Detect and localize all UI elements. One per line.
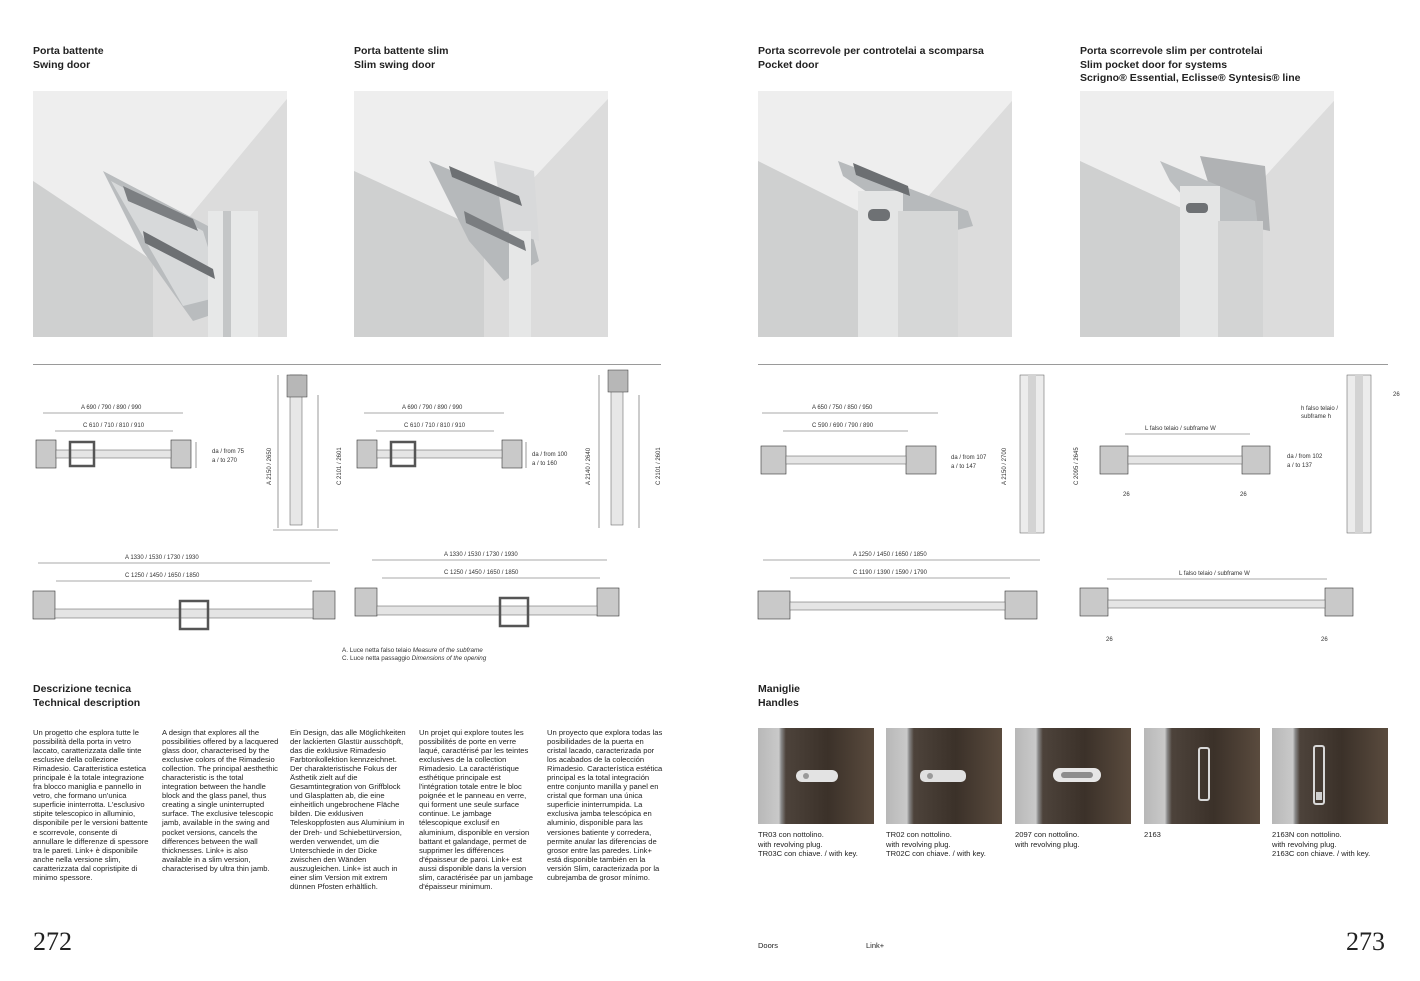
- dim-c: C 610 / 710 / 810 / 910: [83, 423, 145, 429]
- dim-h-line2: subframe h: [1301, 414, 1332, 420]
- description-german: Ein Design, das alle Möglichkeiten der lackierten Glastür ausschöpft, das die exklusive Rimadesio Farbtonkollektion kennzeichnet. Der charakteristische Fokus der Ästhetik zielt auf die Gesamtintegration von Griffblock und Glasplatten ab, die eine einheitlich ungebrochene Fläche bilden. Die exklusiven Teleskoppfosten aus Aluminium in der Dreh- und Schiebetürversion, werden verwendet, um die Unterschiede in der Dicke zwischen den Wänden auszugleichen. Link+ ist auch in einer slim Version mit extrem dünnen Pfosten erhältlich.: [290, 728, 406, 891]
- dim-da-to: a / to 147: [951, 464, 977, 470]
- dim-wide-a: A 1330 / 1530 / 1730 / 1930: [444, 552, 518, 558]
- dim-da-to: a / to 160: [532, 461, 558, 467]
- title-en: Swing door: [33, 58, 91, 71]
- dim-c: C 610 / 710 / 810 / 910: [404, 423, 466, 429]
- pocket-door-technical-drawing: [758, 370, 1080, 540]
- product-title-slim-pocket-door: Porta scorrevole slim per controtelai Slim pocket door for systems Scrigno® Essential, Eclisse® Syntesis® line: [1080, 45, 1301, 84]
- dim-vertical-c: C 2095 / 2645: [1074, 447, 1080, 485]
- slim-pocket-door-jamb-photo: [1080, 91, 1334, 337]
- slim-pocket-door-double-drawing: [1077, 566, 1377, 646]
- dim-da-from: da / from 107: [951, 455, 987, 461]
- dim-a: A 690 / 790 / 890 / 990: [81, 405, 142, 411]
- handle-caption-tr02: TR02 con nottolino. with revolving plug. TR02C con chiave. / with key.: [886, 830, 986, 858]
- dim-da-from: da / from 100: [532, 452, 568, 458]
- footer-product: Link+: [866, 941, 885, 950]
- technical-description-heading: Descrizione tecnica Technical description: [33, 683, 141, 709]
- footer-section: Doors: [758, 941, 779, 950]
- handle-2097-photo: [1015, 728, 1131, 824]
- slim-pocket-door-technical-drawing: [1080, 370, 1405, 540]
- page-number-right: 273: [1346, 927, 1385, 956]
- dim-da-to: a / to 137: [1287, 463, 1313, 469]
- dim-vertical-c: C 2101 / 2601: [337, 447, 343, 485]
- dim-vertical-c: C 2101 / 2601: [656, 447, 662, 485]
- dim-26-left: 26: [1106, 637, 1113, 643]
- dim-a: A 650 / 750 / 850 / 950: [812, 405, 873, 411]
- dimension-legend: [342, 647, 486, 663]
- dim-wide-c: C 1250 / 1450 / 1650 / 1850: [125, 573, 200, 579]
- dim-26-top: 26: [1393, 392, 1400, 398]
- dim-da-from: da / from 102: [1287, 454, 1323, 460]
- swing-door-double-drawing: [30, 545, 345, 640]
- description-french: Un projet qui explore toutes les possibilités de porte en verre laqué, caractérisé par les teintes exclusives de la collection Rimadesio. La caractéristique esthétique principale est l'intégration totale entre le bloc poignée et le panneau en verre, qui forment une seule surface continue. Le jambage télescopique exclusif en aluminium, disponible en version battant et galandage, permet de supprimer les différences d'épaisseur de paroi. Link+ est aussi disponible dans la version slim, caractérisée par un jambage d'épaisseur minimum.: [419, 728, 533, 891]
- product-title-slim-swing-door: [354, 45, 449, 72]
- dim-vertical-a: A 2150 / 2650: [267, 447, 273, 485]
- section-divider-right: [758, 364, 1388, 365]
- dim-vertical-a: A 2150 / 2700: [1002, 447, 1008, 485]
- swing-door-technical-drawing: [33, 370, 343, 540]
- handle-2163n-photo: [1272, 728, 1388, 824]
- product-title-swing-door: [33, 45, 104, 72]
- swing-door-jamb-photo: [33, 91, 287, 337]
- section-divider: [33, 364, 661, 365]
- dim-da-to: a / to 270: [212, 458, 238, 464]
- description-italian: Un progetto che esplora tutte le possibilità della porta in vetro laccato, caratterizzata dalle tinte esclusive della collezione Rimadesio. Caratteristica estetica principale è la totale integrazione fra blocco maniglia e pannello in vetro, che formano un'unica superficie ininterrotta. L'esclusivo stipite telescopico in alluminio, disponibile per le versioni battente e scorrevole, consente di annullare le differenze di spessore tra le pareti. Link+ è disponibile anche nella versione slim, caratterizzata dal copristipite di minimo spessore.: [33, 728, 149, 882]
- handle-2163-photo: [1144, 728, 1260, 824]
- slim-swing-door-double-drawing: [352, 542, 667, 637]
- slim-swing-door-technical-drawing: [354, 370, 664, 540]
- slim-swing-door-jamb-photo: [354, 91, 608, 337]
- description-spanish: Un proyecto que explora todas las posibilidades de la puerta en cristal lacado, caracterizada por los acabados de la colección Rimadesio. Característica estética principal es la total integración entre conjunto manilla y panel en cristal que forman una única superficie ininterrumpida. La exclusiva jamba telescópica en aluminio, disponible para las versiones batiente y corredera, permite anular las diferencias de grosor entre las paredes. Link+ está disponible también en la versión Slim, caracterizada por la cubrejamba de grosor mínimo.: [547, 728, 663, 882]
- page-number-left: 272: [33, 927, 72, 956]
- dim-wide-a: A 1250 / 1450 / 1650 / 1850: [853, 552, 927, 558]
- handle-caption-2163n: 2163N con nottolino. with revolving plug. 2163C con chiave. / with key.: [1272, 830, 1371, 858]
- dim-c: C 590 / 690 / 790 / 890: [812, 423, 874, 429]
- handle-caption-tr03: TR03 con nottolino. with revolving plug. TR03C con chiave. / with key.: [758, 830, 858, 858]
- pocket-door-jamb-photo: [758, 91, 1012, 337]
- dim-a: A 690 / 790 / 890 / 990: [402, 405, 463, 411]
- product-title-pocket-door: Porta scorrevole per controtelai a scomparsa Pocket door: [758, 45, 984, 71]
- dim-wide-l: L falso telaio / subframe W: [1179, 571, 1250, 577]
- pocket-door-double-drawing: [755, 545, 1055, 635]
- dim-26-left: 26: [1123, 492, 1130, 498]
- dim-26-right: 26: [1240, 492, 1247, 498]
- dim-wide-c: C 1250 / 1450 / 1650 / 1850: [444, 570, 519, 576]
- dim-da-from: da / from 75: [212, 449, 245, 455]
- handle-caption-2163: 2163: [1144, 830, 1161, 839]
- handle-tr03-photo: [758, 728, 874, 824]
- handle-tr02-photo: [886, 728, 1002, 824]
- legend-a: A. Luce netta falso telaio Measure of the subframe: [342, 647, 483, 654]
- title-en: Slim swing door: [354, 58, 436, 71]
- dim-26-right: 26: [1321, 637, 1328, 643]
- description-english: A design that explores all the possibilities offered by a lacquered glass door, characterised by the exclusive colors of the Rimadesio collection. The principal aesthethic characteristic is the total integration between the handle block and the glass panel, thus creating a single uninterrupted surface. The exclusive telescopic jamb, available in the swing and pocket versions, cancels the differences between the wall thicknesses. Link+ is also available in a slim version, characterised by ultra thin jamb.: [162, 728, 279, 873]
- title-it: Porta battente: [33, 45, 104, 57]
- handles-heading: Maniglie Handles: [758, 683, 801, 709]
- handle-caption-2097: 2097 con nottolino. with revolving plug.: [1015, 830, 1080, 849]
- title-it: Porta battente slim: [354, 45, 449, 57]
- dim-vertical-a: A 2140 / 2640: [586, 447, 592, 485]
- legend-c: C. Luce netta passaggio Dimensions of the opening: [342, 655, 487, 662]
- dim-wide-a: A 1330 / 1530 / 1730 / 1930: [125, 555, 199, 561]
- dim-l: L falso telaio / subframe W: [1145, 426, 1216, 432]
- dim-wide-c: C 1190 / 1390 / 1590 / 1790: [853, 570, 927, 576]
- dim-h-line1: h falso telaio /: [1301, 406, 1339, 412]
